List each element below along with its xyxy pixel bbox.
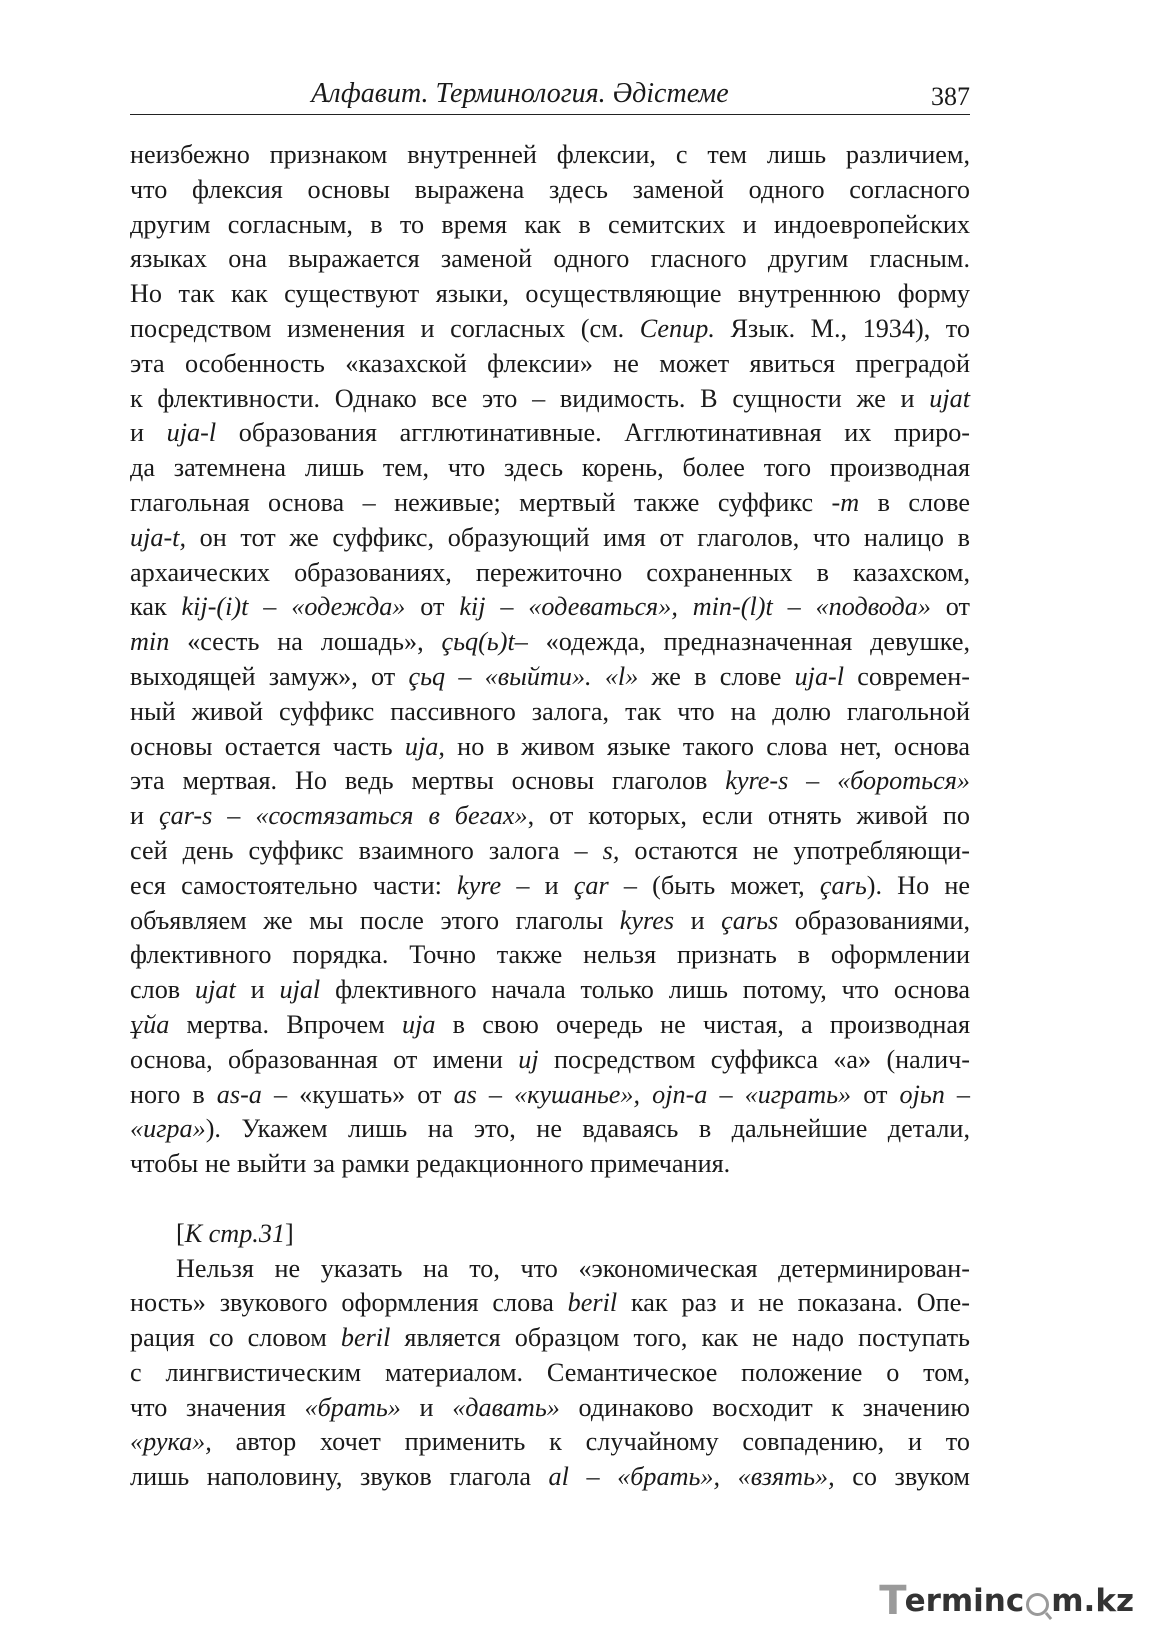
text-line xyxy=(130,486,970,521)
text-segment: флективного порядка. Точно также нельзя признать в оформлении xyxy=(130,940,970,970)
running-header xyxy=(130,74,970,115)
logo-text-start: erminc xyxy=(904,1583,1025,1619)
text-line xyxy=(130,1356,970,1391)
text-segment: языках она выражается заменой одного гласного другим гласным. xyxy=(130,244,970,274)
italic-segment: çar-s – «состязаться в бегах» xyxy=(159,801,528,831)
italic-segment: as-a xyxy=(216,1079,262,1109)
logo-text-end: m.kz xyxy=(1051,1583,1134,1619)
italic-segment: çarьs xyxy=(721,905,779,935)
text-line xyxy=(130,1112,970,1147)
italic-segment: kij – «одеваться», min-(l)t – «подвода» xyxy=(459,592,931,622)
text-line xyxy=(130,590,970,625)
text-segment: ). Укажем лишь на это, не вдаваясь в дальнейшие детали, xyxy=(205,1114,970,1144)
italic-segment: beril xyxy=(567,1288,618,1318)
italic-segment: çar xyxy=(573,870,609,900)
text-segment: основы остается часть xyxy=(130,731,405,761)
text-segment: образованиями, xyxy=(778,905,970,935)
text-segment: в слове xyxy=(859,487,970,517)
italic-segment: uja-l xyxy=(166,418,217,448)
text-line xyxy=(130,1425,970,1460)
text-segment: современ- xyxy=(844,661,971,691)
text-line xyxy=(130,556,970,591)
italic-segment: çьq(ь)t– xyxy=(441,627,528,657)
text-line xyxy=(130,660,970,695)
text-line xyxy=(130,625,970,660)
italic-segment: çьq – «выйти». «l» xyxy=(408,661,639,691)
text-segment: слов xyxy=(130,975,195,1005)
italic-segment: al – «брать», «взять», xyxy=(548,1462,835,1492)
text-segment: что значения xyxy=(130,1392,305,1422)
text-segment: флективного начала только лишь потому, что основа xyxy=(320,975,971,1005)
text-segment: еся самостоятельно части: xyxy=(130,870,458,900)
italic-segment: uja-l xyxy=(794,661,845,691)
text-segment: Язык. М., 1934), то xyxy=(714,313,970,343)
text-segment: что флексия основы выражена здесь заменой одного согласного xyxy=(130,174,970,204)
text-line xyxy=(130,938,970,973)
magnifier-icon xyxy=(1026,1593,1049,1616)
italic-segment: kyres xyxy=(619,905,675,935)
text-segment: является образцом того, как не надо поступать xyxy=(390,1323,970,1353)
text-segment: – «кушать» от xyxy=(261,1079,454,1109)
text-segment: как раз и не показана. Опе- xyxy=(617,1288,970,1318)
text-line xyxy=(130,1078,970,1113)
italic-segment: ұйа xyxy=(130,1009,170,1039)
text-segment: неизбежно признаком внутренней флексии, с тем лишь различием, xyxy=(130,140,970,169)
italic-segment: min xyxy=(130,627,170,657)
text-segment: Но так как существуют языки, осуществляющие внутреннюю форму xyxy=(130,279,970,309)
italic-segment: çarь xyxy=(819,870,867,900)
text-line xyxy=(130,1286,970,1321)
text-segment: ] xyxy=(285,1218,294,1248)
text-segment: «сесть на лошадь», xyxy=(169,627,442,657)
terminkom-logo xyxy=(879,1579,1134,1623)
text-segment: [ xyxy=(176,1218,185,1248)
text-segment: и xyxy=(130,418,167,448)
italic-segment: uja, xyxy=(404,731,445,761)
text-segment: эта мертвая. Но ведь мертвы основы глаголов xyxy=(130,766,726,796)
text-segment: ного в xyxy=(130,1079,217,1109)
text-segment: к флективности. Однако все это – видимость. В сущности же и xyxy=(130,383,930,413)
text-line xyxy=(130,799,970,834)
italic-segment: ojьn – xyxy=(899,1079,971,1109)
text-line xyxy=(130,695,970,730)
italic-segment: «рука», xyxy=(130,1427,212,1457)
text-segment: одинаково восходит к значению xyxy=(559,1392,970,1422)
text-segment: посредством суффикса «а» (налич- xyxy=(538,1044,971,1074)
text-segment: «одежда, предназначенная девушке, xyxy=(527,627,970,657)
text-line xyxy=(130,1321,970,1356)
text-segment: выходящей замуж», от xyxy=(130,661,409,691)
text-line xyxy=(130,277,970,312)
text-line xyxy=(130,1043,970,1078)
italic-segment: uj xyxy=(518,1044,539,1074)
text-line xyxy=(130,312,970,347)
text-line xyxy=(130,138,970,173)
text-segment: – (быть может, xyxy=(608,870,820,900)
italic-segment: kyre-s – «бороться» xyxy=(725,766,970,796)
paragraph-gap xyxy=(130,1182,970,1217)
text-line xyxy=(130,973,970,1008)
text-segment: ность» звукового оформления слова xyxy=(130,1288,568,1318)
text-line xyxy=(130,382,970,417)
text-line xyxy=(130,1460,970,1495)
italic-segment: s, xyxy=(602,835,620,865)
italic-segment: Сепир. xyxy=(639,313,715,343)
text-segment: , от которых, если отнять живой по xyxy=(527,801,970,831)
text-segment: лишь наполовину, звуков глагола xyxy=(130,1462,549,1492)
text-segment: архаических образованиях, пережиточно сохраненных в казахском, xyxy=(130,557,970,587)
text-segment: и xyxy=(400,1392,453,1422)
text-line xyxy=(130,869,970,904)
italic-segment: «давать» xyxy=(452,1392,560,1422)
logo-letter: T xyxy=(879,1578,907,1624)
text-segment: и xyxy=(674,905,722,935)
text-line xyxy=(130,1252,970,1287)
text-segment: ). Но не xyxy=(866,870,970,900)
text-line xyxy=(130,764,970,799)
italic-segment: ujat xyxy=(195,975,236,1005)
text-segment: от xyxy=(930,592,970,622)
text-segment: да затемнена лишь тем, что здесь корень, более того производная xyxy=(130,453,970,483)
text-segment: глагольная основа – неживые; мертвый также суффикс xyxy=(130,487,832,517)
text-segment: он тот же суффикс, образующий имя от глаголов, что налицо в xyxy=(186,522,970,552)
text-segment: мертва. Впрочем xyxy=(169,1009,402,1039)
text-segment: но в живом языке такого слова нет, основа xyxy=(444,731,970,761)
italic-segment: «игра» xyxy=(130,1114,206,1144)
running-title: Алфавит. Терминология. Әдістеме xyxy=(311,78,729,109)
text-segment: от xyxy=(851,1079,900,1109)
text-segment: чтобы не выйти за рамки редакционного примечания. xyxy=(130,1149,731,1179)
text-segment: с лингвистическим материалом. Семантическое положение о том, xyxy=(130,1357,970,1387)
body-text xyxy=(130,138,970,1495)
text-segment: в свою очередь не чистая, а производная xyxy=(435,1009,970,1039)
text-segment: образования агглютинативные. Агглютинативная их приро- xyxy=(216,418,971,448)
text-line xyxy=(130,834,970,869)
text-segment: остаются не употребляющи- xyxy=(619,835,970,865)
text-segment: ный живой суффикс пассивного залога, так что на долю глагольной xyxy=(130,696,970,726)
text-line xyxy=(130,208,970,243)
italic-segment: as – «кушанье», ojn-a – «играть» xyxy=(453,1079,852,1109)
text-line xyxy=(130,904,970,939)
text-segment: эта особенность «казахской флексии» не может явиться преградой xyxy=(130,348,970,378)
italic-segment: kij-(i)t – «одежда» xyxy=(181,592,406,622)
text-line xyxy=(130,1217,970,1252)
text-segment: сей день суффикс взаимного залога – xyxy=(130,835,603,865)
text-line xyxy=(130,730,970,765)
text-segment: – и xyxy=(501,870,574,900)
italic-segment: uja xyxy=(401,1009,436,1039)
page-number: 387 xyxy=(931,82,970,111)
italic-segment: ujat xyxy=(929,383,970,413)
text-segment: и xyxy=(235,975,280,1005)
text-line xyxy=(130,1147,970,1182)
text-segment: основа, образованная от имени xyxy=(130,1044,519,1074)
text-segment: рация со словом xyxy=(130,1323,341,1353)
text-segment: и xyxy=(130,801,159,831)
italic-segment: uja-t, xyxy=(130,522,187,552)
text-segment: как xyxy=(130,592,182,622)
text-line xyxy=(130,416,970,451)
text-segment: Нельзя не указать на то, что «экономическая детерминирован- xyxy=(176,1253,970,1283)
text-line xyxy=(130,1391,970,1426)
italic-segment: kyre xyxy=(457,870,502,900)
text-line xyxy=(130,521,970,556)
italic-segment: ujal xyxy=(279,975,321,1005)
text-segment: от xyxy=(405,592,460,622)
italic-segment: beril xyxy=(340,1323,391,1353)
text-line xyxy=(130,1008,970,1043)
text-segment: же в слове xyxy=(638,661,795,691)
italic-segment: «брать» xyxy=(304,1392,401,1422)
text-segment: посредством изменения и согласных (см. xyxy=(130,313,640,343)
text-line xyxy=(130,173,970,208)
text-line xyxy=(130,451,970,486)
italic-segment: -m xyxy=(831,487,860,517)
text-segment: автор хочет применить к случайному совпадению, и то xyxy=(211,1427,970,1457)
text-segment: со звуком xyxy=(834,1462,970,1492)
italic-segment: К стр.31 xyxy=(184,1218,286,1248)
text-line xyxy=(130,242,970,277)
text-segment: объявляем же мы после этого глаголы xyxy=(130,905,620,935)
text-line xyxy=(130,347,970,382)
text-segment: другим согласным, в то время как в семитских и индоевропейских xyxy=(130,209,970,239)
